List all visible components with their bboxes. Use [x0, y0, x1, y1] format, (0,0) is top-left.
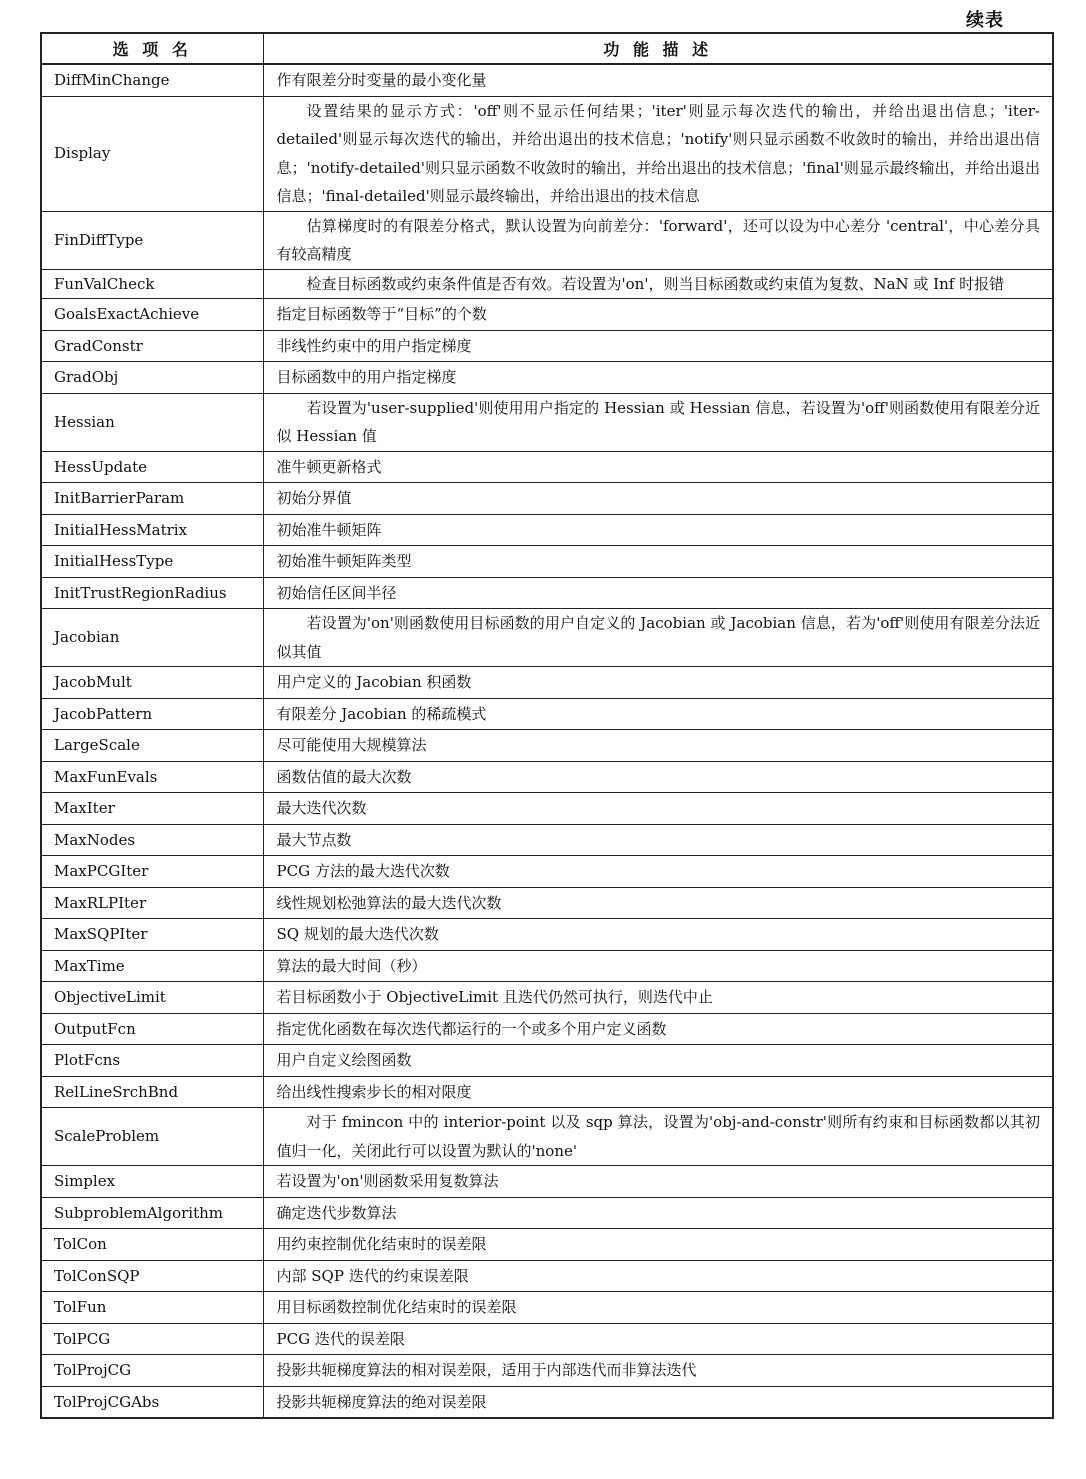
description-cell: 给出线性搜索步长的相对限度 [263, 1076, 1053, 1108]
table-row [41, 211, 1053, 269]
description-cell: 非线性约束中的用户指定梯度 [263, 330, 1053, 362]
table-row [41, 1166, 1053, 1198]
description-cell: 若设置为'user-supplied'则使用用户指定的 Hessian 或 Hessian 信息，若设置为'off'则函数使用有限差分近似 Hessian 值 [263, 393, 1053, 451]
description-cell: 用约束控制优化结束时的误差限 [263, 1229, 1053, 1261]
description-cell: 作有限差分时变量的最小变化量 [263, 64, 1053, 96]
table-row [41, 761, 1053, 793]
table-row [41, 887, 1053, 919]
table-row [41, 609, 1053, 667]
option-name-cell: InitialHessMatrix [41, 514, 263, 546]
option-name-cell: MaxRLPIter [41, 887, 263, 919]
option-name-cell: DiffMinChange [41, 64, 263, 96]
table-row [41, 451, 1053, 483]
table-row [41, 1260, 1053, 1292]
description-cell: 有限差分 Jacobian 的稀疏模式 [263, 698, 1053, 730]
table-row [41, 362, 1053, 394]
table-row [41, 64, 1053, 96]
header-description: 功 能 描 述 [263, 33, 1053, 64]
option-name-cell: Display [41, 96, 263, 211]
option-name-cell: TolProjCGAbs [41, 1386, 263, 1418]
option-name-cell: FinDiffType [41, 211, 263, 269]
option-name-cell: TolFun [41, 1292, 263, 1324]
option-name-cell: GoalsExactAchieve [41, 299, 263, 331]
description-cell: 初始准牛顿矩阵类型 [263, 546, 1053, 578]
table-row [41, 667, 1053, 699]
table-row [41, 1013, 1053, 1045]
header-option-name: 选 项 名 [41, 33, 263, 64]
table-body [41, 64, 1053, 1418]
option-name-cell: TolPCG [41, 1323, 263, 1355]
option-name-cell: InitBarrierParam [41, 483, 263, 515]
table-row [41, 824, 1053, 856]
description-cell: 线性规划松弛算法的最大迭代次数 [263, 887, 1053, 919]
description-cell: 用目标函数控制优化结束时的误差限 [263, 1292, 1053, 1324]
table-row [41, 698, 1053, 730]
option-name-cell: SubproblemAlgorithm [41, 1197, 263, 1229]
option-name-cell: OutputFcn [41, 1013, 263, 1045]
option-name-cell: FunValCheck [41, 269, 263, 299]
table-row [41, 1108, 1053, 1166]
option-name-cell: JacobMult [41, 667, 263, 699]
description-cell: 用户定义的 Jacobian 积函数 [263, 667, 1053, 699]
table-row [41, 1323, 1053, 1355]
description-cell: 准牛顿更新格式 [263, 451, 1053, 483]
description-cell: 指定优化函数在每次迭代都运行的一个或多个用户定义函数 [263, 1013, 1053, 1045]
description-cell: 最大迭代次数 [263, 793, 1053, 825]
option-name-cell: HessUpdate [41, 451, 263, 483]
option-name-cell: RelLineSrchBnd [41, 1076, 263, 1108]
description-cell: 对于 fmincon 中的 interior-point 以及 sqp 算法，设置为'obj-and-constr'则所有约束和目标函数都以其初值归一化，关闭此行可以设置为默认的'none' [263, 1108, 1053, 1166]
description-cell: 确定迭代步数算法 [263, 1197, 1053, 1229]
description-cell: 初始信任区间半径 [263, 577, 1053, 609]
option-name-cell: Simplex [41, 1166, 263, 1198]
table-row [41, 514, 1053, 546]
option-name-cell: MaxNodes [41, 824, 263, 856]
table-row [41, 330, 1053, 362]
description-cell: 尽可能使用大规模算法 [263, 730, 1053, 762]
description-cell: 算法的最大时间（秒） [263, 950, 1053, 982]
table-row [41, 577, 1053, 609]
description-cell: PCG 方法的最大迭代次数 [263, 856, 1053, 888]
table-row [41, 393, 1053, 451]
option-name-cell: ScaleProblem [41, 1108, 263, 1166]
option-name-cell: PlotFcns [41, 1045, 263, 1077]
table-row [41, 269, 1053, 299]
description-cell: 检查目标函数或约束条件值是否有效。若设置为'on'，则当目标函数或约束值为复数、NaN 或 Inf 时报错 [263, 269, 1053, 299]
table-row [41, 1197, 1053, 1229]
option-name-cell: Hessian [41, 393, 263, 451]
table-row [41, 950, 1053, 982]
table-row [41, 1045, 1053, 1077]
option-name-cell: Jacobian [41, 609, 263, 667]
table-row [41, 1076, 1053, 1108]
description-cell: 目标函数中的用户指定梯度 [263, 362, 1053, 394]
description-cell: 函数估值的最大次数 [263, 761, 1053, 793]
description-cell: 若目标函数小于 ObjectiveLimit 且迭代仍然可执行，则迭代中止 [263, 982, 1053, 1014]
option-name-cell: ObjectiveLimit [41, 982, 263, 1014]
table-row [41, 856, 1053, 888]
option-name-cell: MaxPCGIter [41, 856, 263, 888]
table-row [41, 730, 1053, 762]
description-cell: 内部 SQP 迭代的约束误差限 [263, 1260, 1053, 1292]
option-name-cell: TolProjCG [41, 1355, 263, 1387]
table-row [41, 919, 1053, 951]
description-cell: SQ 规划的最大迭代次数 [263, 919, 1053, 951]
table-row [41, 793, 1053, 825]
option-name-cell: JacobPattern [41, 698, 263, 730]
table-row [41, 546, 1053, 578]
option-name-cell: InitTrustRegionRadius [41, 577, 263, 609]
option-name-cell: MaxIter [41, 793, 263, 825]
description-cell: 估算梯度时的有限差分格式，默认设置为向前差分：'forward'，还可以设为中心差分 'central'，中心差分具有较高精度 [263, 211, 1053, 269]
table-row [41, 1386, 1053, 1418]
description-cell: 设置结果的显示方式：'off'则不显示任何结果；'iter'则显示每次迭代的输出，并给出退出信息；'iter-detailed'则显示每次迭代的输出，并给出退出的技术信息；'notify'则只显示函数不收敛时的输出，并给出退出信息；'notify-detailed'则只显示函数不收敛时的输出，并给出退出的技术信息；'final'则显示最终输出，并给出退出信息；'final-detailed'则显示最终输出，并给出退出的技术信息 [263, 96, 1053, 211]
table-row [41, 982, 1053, 1014]
table-header-row [41, 33, 1053, 64]
options-table [40, 32, 1054, 1419]
description-cell: PCG 迭代的误差限 [263, 1323, 1053, 1355]
description-cell: 最大节点数 [263, 824, 1053, 856]
description-cell: 初始分界值 [263, 483, 1053, 515]
continued-label: 续表 [966, 10, 1004, 31]
table-row [41, 96, 1053, 211]
option-name-cell: InitialHessType [41, 546, 263, 578]
description-cell: 用户自定义绘图函数 [263, 1045, 1053, 1077]
option-name-cell: TolCon [41, 1229, 263, 1261]
option-name-cell: LargeScale [41, 730, 263, 762]
description-cell: 若设置为'on'则函数使用目标函数的用户自定义的 Jacobian 或 Jacobian 信息，若为'off'则使用有限差分法近似其值 [263, 609, 1053, 667]
option-name-cell: GradObj [41, 362, 263, 394]
description-cell: 投影共轭梯度算法的相对误差限，适用于内部迭代而非算法迭代 [263, 1355, 1053, 1387]
option-name-cell: TolConSQP [41, 1260, 263, 1292]
table-row [41, 1292, 1053, 1324]
description-cell: 指定目标函数等于“目标”的个数 [263, 299, 1053, 331]
option-name-cell: MaxFunEvals [41, 761, 263, 793]
option-name-cell: MaxTime [41, 950, 263, 982]
table-row [41, 483, 1053, 515]
table-row [41, 1229, 1053, 1261]
option-name-cell: MaxSQPIter [41, 919, 263, 951]
description-cell: 若设置为'on'则函数采用复数算法 [263, 1166, 1053, 1198]
option-name-cell: GradConstr [41, 330, 263, 362]
description-cell: 初始准牛顿矩阵 [263, 514, 1053, 546]
description-cell: 投影共轭梯度算法的绝对误差限 [263, 1386, 1053, 1418]
table-row [41, 299, 1053, 331]
table-row [41, 1355, 1053, 1387]
